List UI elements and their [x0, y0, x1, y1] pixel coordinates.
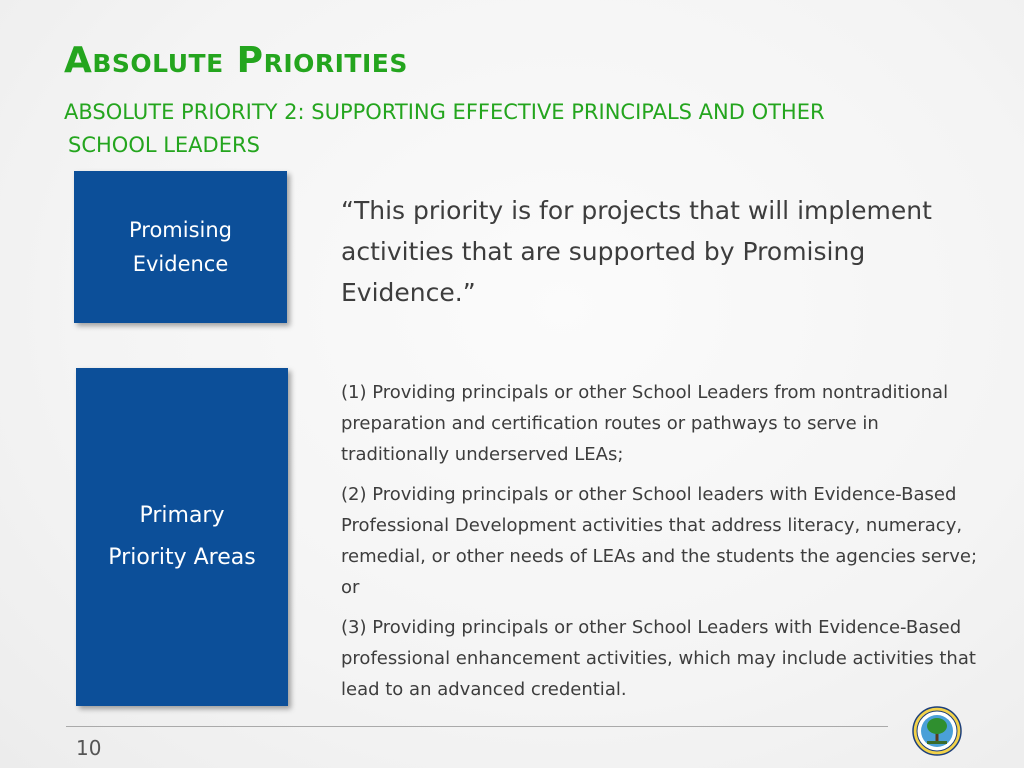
- priority-quote: “This priority is for projects that will implement activities that are supported by Promising Evidence.”: [341, 196, 932, 307]
- list-item: (1) Providing principals or other School Leaders from nontraditional preparation and certification routes or pathways to serve in traditionally underserved LEAs;: [341, 382, 949, 465]
- footer-divider: [66, 726, 888, 727]
- priority-areas-list: [341, 377, 981, 714]
- box2-line-1: Primary: [139, 503, 225, 528]
- slide-subtitle: [64, 96, 924, 162]
- department-of-education-seal-icon: [912, 706, 962, 756]
- list-item: (3) Providing principals or other School Leaders with Evidence-Based professional enhancement activities, which may include activities that lead to an advanced credential.: [341, 617, 976, 700]
- slide-title: Absolute Priorities: [64, 40, 408, 81]
- subtitle-line-1: ABSOLUTE PRIORITY 2: SUPPORTING EFFECTIVE PRINCIPALS AND OTHER: [64, 100, 825, 124]
- promising-evidence-box: [74, 171, 287, 323]
- box1-line-1: Promising: [128, 218, 233, 242]
- subtitle-line-2: SCHOOL LEADERS: [68, 133, 260, 157]
- primary-priority-areas-box: [76, 368, 288, 706]
- box2-line-2: Priority Areas: [108, 545, 256, 570]
- page-number: 10: [76, 736, 102, 760]
- box1-line-2: Evidence: [132, 252, 229, 276]
- list-item: (2) Providing principals or other School leaders with Evidence-Based Professional Development activities that address literacy, numeracy, remedial, or other needs of LEAs and the students the agencies serve; or: [341, 484, 978, 598]
